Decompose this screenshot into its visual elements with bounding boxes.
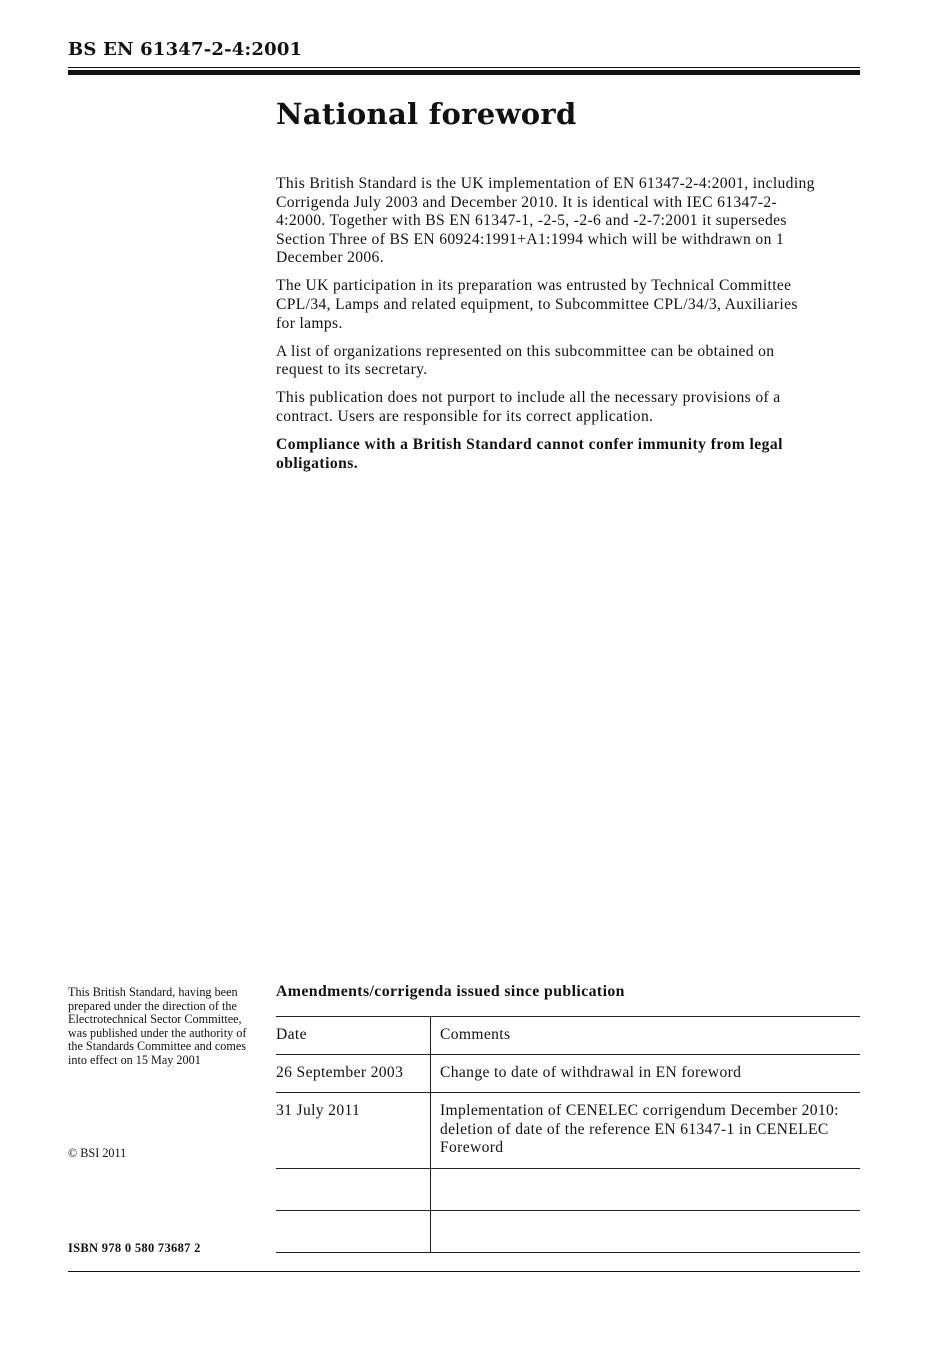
table-row	[276, 1169, 860, 1211]
amendment-comment: Change to date of withdrawal in EN foreword	[431, 1055, 861, 1093]
amendment-date	[276, 1211, 431, 1253]
table-row	[276, 1211, 860, 1253]
footer-rule	[68, 1271, 860, 1272]
isbn: ISBN 978 0 580 73687 2	[68, 1241, 201, 1255]
publication-note: This British Standard, having been prepared under the direction of the Electrotechnical Sector Committee, was published under the authority of the Standards Committee and comes into effect on 15 May 2001	[68, 985, 247, 1067]
foreword-body	[276, 175, 821, 483]
amendment-date: 31 July 2011	[276, 1093, 431, 1169]
amendment-comment	[431, 1211, 861, 1253]
table-row	[276, 1055, 860, 1093]
table-header-row	[276, 1017, 860, 1055]
table-row	[276, 1093, 860, 1169]
paragraph-organizations: A list of organizations represented on this subcommittee can be obtained on request to its secretary.	[276, 342, 775, 379]
header-rule-thin	[68, 67, 860, 68]
amendment-comment	[431, 1169, 861, 1211]
paragraph-compliance: Compliance with a British Standard cannot confer immunity from legal obligations.	[276, 436, 783, 472]
column-header-date: Date	[276, 1017, 431, 1055]
amendment-date	[276, 1169, 431, 1211]
header-rule-thick	[68, 70, 860, 75]
amendment-date: 26 September 2003	[276, 1055, 431, 1093]
standard-number: BS EN 61347-2-4:2001	[68, 39, 303, 60]
amendments-table	[276, 1016, 860, 1253]
amendment-comment: Implementation of CENELEC corrigendum December 2010: deletion of date of the reference EN 61347-1 in CENELEC Foreword	[431, 1093, 861, 1169]
copyright-notice: © BSI 2011	[68, 1146, 127, 1160]
paragraph-participation: The UK participation in its preparation was entrusted by Technical Committee CPL/34, Lamps and related equipment, to Subcommittee CPL/34/3, Auxiliaries for lamps.	[276, 277, 798, 332]
paragraph-implementation: This British Standard is the UK implementation of EN 61347-2-4:2001, including Corrigenda July 2003 and December 2010. It is identical with IEC 61347-2-4:2000. Together with BS EN 61347-1, -2-5, -2-6 and -2-7:2001 it supersedes Section Three of BS EN 60924:1991+A1:1994 which will be withdrawn on 1 December 2006.	[276, 175, 815, 267]
column-header-comments: Comments	[431, 1017, 861, 1055]
amendments-heading: Amendments/corrigenda issued since publication	[276, 983, 625, 1000]
page-title: National foreword	[276, 97, 577, 131]
paragraph-contract: This publication does not purport to include all the necessary provisions of a contract. Users are responsible for its correct application.	[276, 389, 781, 426]
